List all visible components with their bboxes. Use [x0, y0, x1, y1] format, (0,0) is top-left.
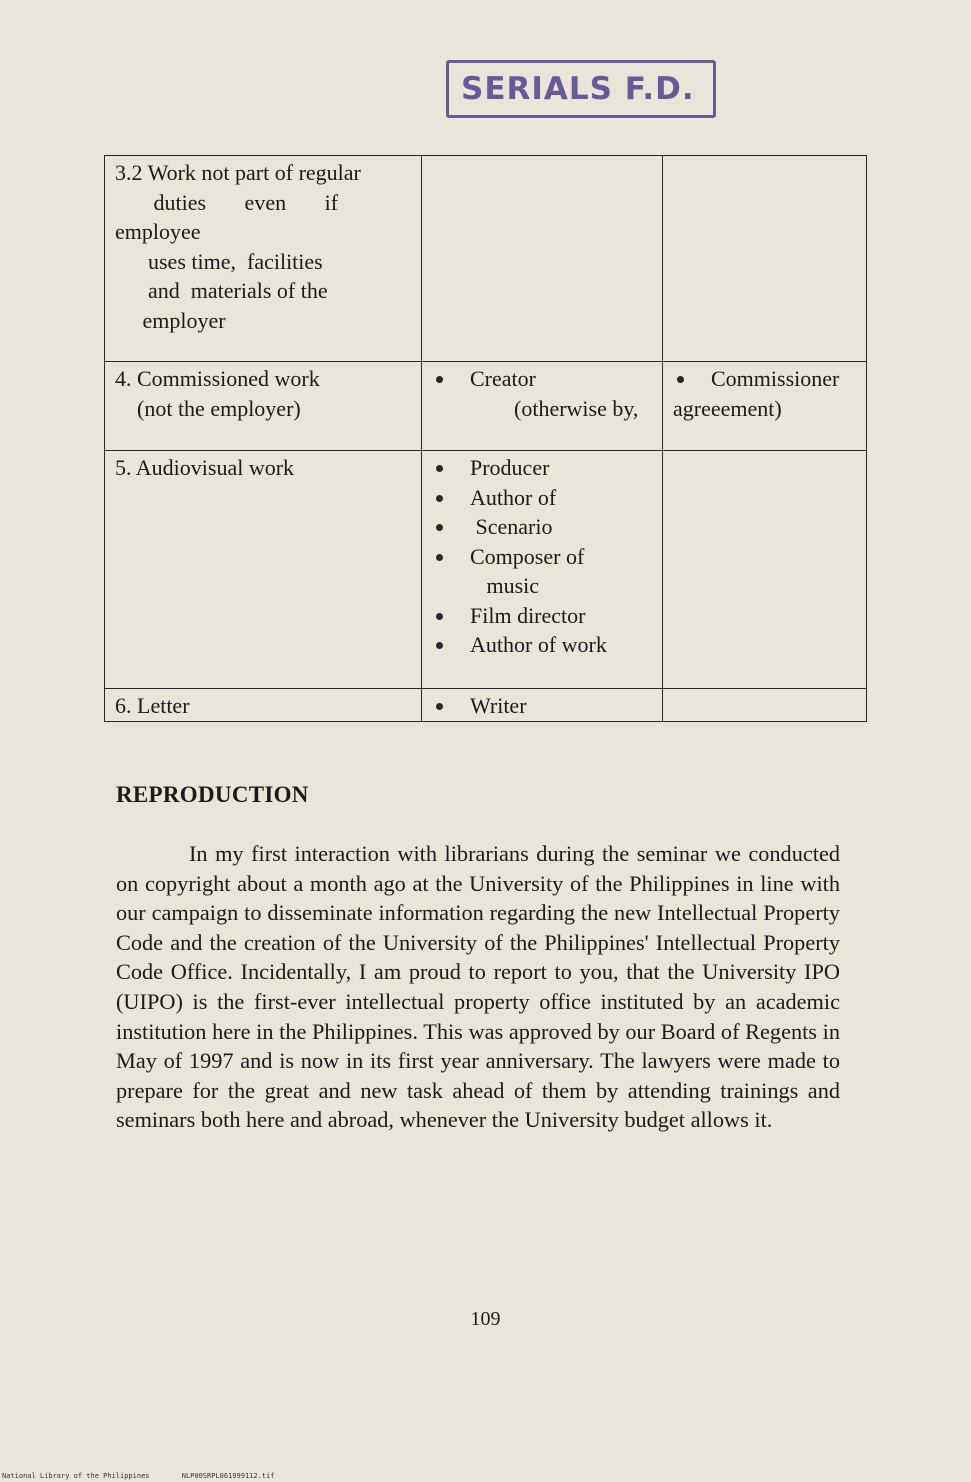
list-item: Film director [422, 601, 662, 631]
table-row [105, 362, 867, 451]
list-item: Author of [422, 483, 662, 513]
work-cell [105, 451, 422, 689]
work-cell [105, 362, 422, 451]
list-item: Scenario [422, 512, 662, 542]
copyright-ownership-table [104, 155, 867, 722]
note-cell [663, 451, 867, 689]
footer-file: NLP00SRPL061999112.tif [181, 1472, 275, 1480]
table-row [105, 451, 867, 689]
page-number: 109 [470, 1308, 501, 1330]
work-type: 6. Letter [115, 693, 190, 718]
note-cell [663, 156, 867, 362]
owner-list [422, 451, 662, 660]
list-item: Composer of music [422, 542, 662, 601]
note-list [663, 362, 866, 394]
section-heading: REPRODUCTION [116, 782, 309, 807]
owner-list [422, 362, 662, 423]
work-cell [105, 689, 422, 722]
scan-footer [2, 1472, 302, 1480]
table-row [105, 689, 867, 722]
owner-cell [422, 156, 663, 362]
list-item: Commissioner [663, 364, 866, 394]
work-type: 4. Commissioned work (not the employer) [115, 366, 320, 421]
note-cell [663, 362, 867, 451]
list-item: Author of work [422, 630, 662, 660]
work-cell [105, 156, 422, 362]
list-item: Writer [422, 691, 662, 721]
table-row [105, 156, 867, 362]
note-text: agreeement) [673, 395, 782, 421]
owner-list [422, 689, 662, 721]
footer-library: National Library of the Philippines [2, 1472, 150, 1480]
owner-cell [422, 451, 663, 689]
work-type: 3.2 Work not part of regular duties even if employee uses time, facilities and materials of the employer [115, 160, 361, 333]
list-item: Producer [422, 453, 662, 483]
note-cell [663, 689, 867, 722]
body-paragraph: In my first interaction with librarians during the seminar we conducted on copyright about a month ago at the University of the Philippines in line with our campaign to disseminate information regarding the new Intellectual Property Code and the creation of the University of the Philippines' Intellectual Property Code Office. Incidentally, I am proud to report to you, that the University IPO (UIPO) is the first-ever intellectual property office instituted by an academic institution here in the Philippines. This was approved by our Board of Regents in May of 1997 and is now in its first year anniversary. The lawyers were made to prepare for the great and new task ahead of them by attending trainings and seminars both here and abroad, whenever the University budget allows it. [116, 841, 840, 1133]
work-type: 5. Audiovisual work [115, 455, 295, 480]
owner-cell [422, 689, 663, 722]
owner-cell [422, 362, 663, 451]
serials-stamp: SERIALS F.D. [446, 60, 716, 118]
list-item: Creator (otherwise by, [422, 364, 662, 423]
